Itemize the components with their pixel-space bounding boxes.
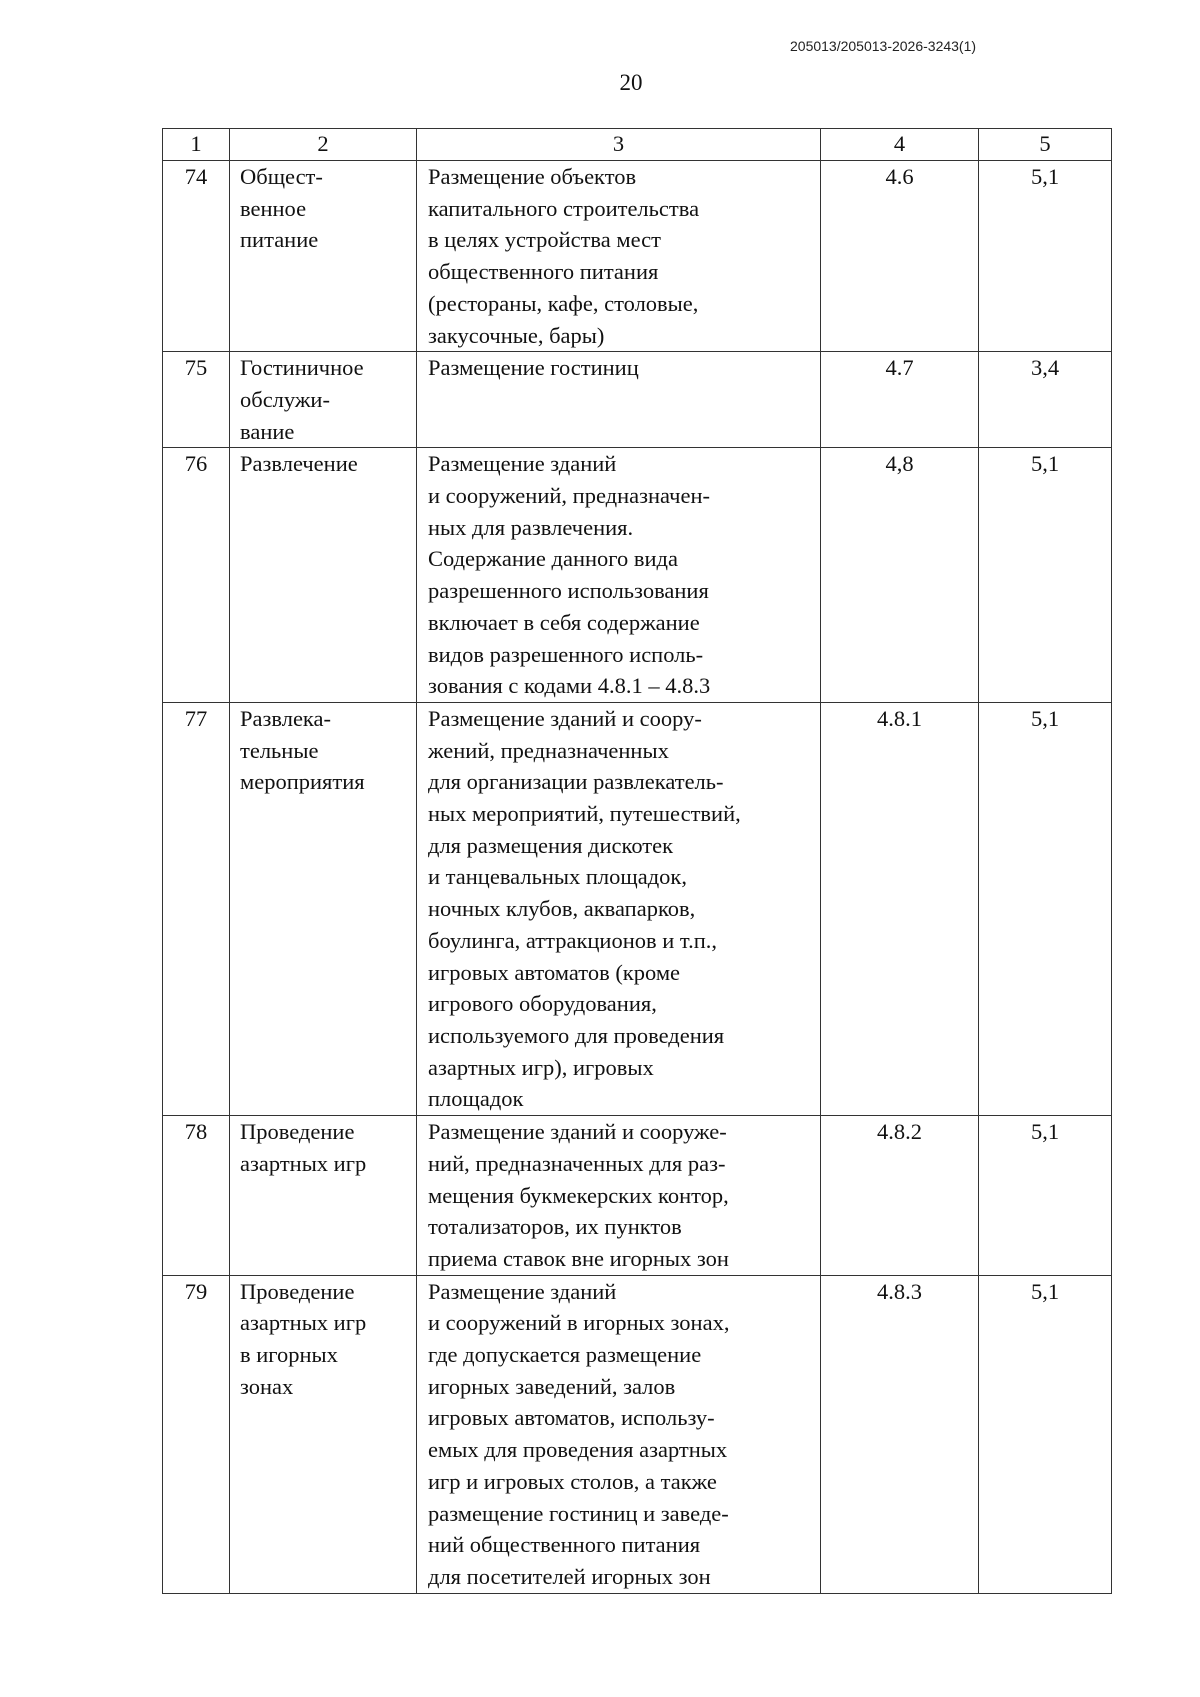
description-cell bbox=[417, 1275, 821, 1593]
description-line: включает в себя содержание bbox=[428, 609, 700, 635]
page-number: 20 bbox=[619, 70, 643, 95]
description-line: Содержание данного вида bbox=[428, 546, 678, 572]
row-number-cell bbox=[163, 161, 230, 352]
use-type-name-cell bbox=[230, 161, 417, 352]
hazard-class: 5,1 bbox=[1030, 1278, 1060, 1304]
use-code: 4.8.3 bbox=[877, 1278, 922, 1304]
description-line: жений, предназначенных bbox=[428, 737, 669, 763]
use-type-name-line: Гостиничное bbox=[240, 355, 364, 381]
table-row bbox=[163, 352, 1112, 448]
description-line: для организации развлекатель- bbox=[428, 769, 724, 795]
table-row bbox=[163, 1116, 1112, 1276]
description-line: Размещение зданий bbox=[428, 1278, 617, 1304]
description-cell bbox=[417, 352, 821, 448]
hazard-class: 5,1 bbox=[1030, 451, 1060, 477]
description-line: разрешенного использования bbox=[428, 578, 709, 604]
row-number: 74 bbox=[184, 164, 208, 189]
description-cell bbox=[417, 702, 821, 1115]
description-line: игорных заведений, залов bbox=[428, 1373, 676, 1399]
table-header-row bbox=[163, 129, 1112, 161]
hazard-class: 5,1 bbox=[1030, 164, 1060, 189]
use-code: 4,8 bbox=[885, 451, 914, 477]
code-cell bbox=[821, 161, 979, 352]
use-type-name-cell bbox=[230, 352, 417, 448]
use-type-name-line: азартных игр bbox=[240, 1310, 367, 1336]
description-line: тотализаторов, их пунктов bbox=[428, 1214, 682, 1240]
table-body bbox=[163, 161, 1112, 1594]
description-line: Размещение зданий bbox=[428, 451, 617, 477]
use-type-name-line: Проведение bbox=[240, 1119, 355, 1145]
description-line: ний, предназначенных для раз- bbox=[428, 1150, 726, 1176]
description-line: Размещение объектов bbox=[428, 164, 637, 189]
class-cell bbox=[979, 161, 1112, 352]
description-line: ний общественного питания bbox=[428, 1532, 701, 1558]
table-row bbox=[163, 702, 1112, 1115]
column-header: 1 bbox=[163, 129, 230, 161]
column-header: 2 bbox=[230, 129, 417, 161]
use-type-name-line: зонах bbox=[240, 1373, 294, 1399]
code-cell bbox=[821, 702, 979, 1115]
row-number: 76 bbox=[184, 451, 208, 477]
description-line: Размещение гостиниц bbox=[428, 355, 639, 381]
class-cell bbox=[979, 352, 1112, 448]
row-number: 77 bbox=[184, 705, 208, 731]
use-type-name-line: Развлека- bbox=[240, 705, 331, 731]
hazard-class: 5,1 bbox=[1030, 705, 1060, 731]
hazard-class: 5,1 bbox=[1030, 1119, 1060, 1145]
description-line: в целях устройства мест bbox=[428, 227, 661, 253]
use-type-name-cell bbox=[230, 702, 417, 1115]
description-line: (рестораны, кафе, столовые, bbox=[428, 290, 699, 316]
row-number-cell bbox=[163, 702, 230, 1115]
row-number: 79 bbox=[184, 1278, 208, 1304]
description-line: игровых автоматов, использу- bbox=[428, 1405, 715, 1431]
description-line: боулинга, аттракционов и т.п., bbox=[428, 927, 717, 953]
use-type-name-line: в игорных bbox=[240, 1342, 338, 1368]
row-number-cell bbox=[163, 1116, 230, 1276]
description-line: общественного питания bbox=[428, 259, 659, 285]
document-id: 205013/205013-2026-3243(1) bbox=[790, 38, 977, 54]
description-line: Размещение зданий и соору- bbox=[428, 705, 702, 731]
code-cell bbox=[821, 448, 979, 703]
description-line: используемого для проведения bbox=[428, 1022, 725, 1048]
description-line: где допускается размещение bbox=[428, 1342, 702, 1368]
use-type-name-line: Проведение bbox=[240, 1278, 355, 1304]
use-code: 4.6 bbox=[885, 164, 914, 189]
use-type-name-line: Общест- bbox=[240, 164, 323, 189]
column-header: 3 bbox=[417, 129, 821, 161]
use-type-name-line: азартных игр bbox=[240, 1150, 367, 1176]
use-type-name-cell bbox=[230, 448, 417, 703]
description-line: и танцевальных площадок, bbox=[428, 864, 687, 890]
use-type-name-line: питание bbox=[240, 227, 319, 253]
description-line: и сооружений, предназначен- bbox=[428, 483, 710, 509]
class-cell bbox=[979, 1275, 1112, 1593]
description-line: ночных клубов, аквапарков, bbox=[428, 896, 696, 922]
description-line: приема ставок вне игорных зон bbox=[428, 1245, 729, 1271]
use-code: 4.8.1 bbox=[877, 705, 922, 731]
row-number: 75 bbox=[184, 355, 208, 381]
use-code: 4.8.2 bbox=[877, 1119, 922, 1145]
use-type-name-cell bbox=[230, 1275, 417, 1593]
class-cell bbox=[979, 702, 1112, 1115]
use-type-name-line: венное bbox=[240, 195, 307, 221]
description-line: видов разрешенного исполь- bbox=[428, 641, 704, 667]
description-line: азартных игр), игровых bbox=[428, 1054, 654, 1080]
description-line: емых для проведения азартных bbox=[428, 1437, 728, 1463]
description-cell bbox=[417, 161, 821, 352]
description-cell bbox=[417, 448, 821, 703]
code-cell bbox=[821, 1116, 979, 1276]
description-line: и сооружений в игорных зонах, bbox=[428, 1310, 730, 1336]
description-line: ных мероприятий, путешествий, bbox=[428, 801, 741, 827]
code-cell bbox=[821, 352, 979, 448]
use-type-name-line: вание bbox=[240, 418, 295, 444]
row-number: 78 bbox=[184, 1119, 208, 1145]
table-row bbox=[163, 448, 1112, 703]
use-type-name-line: тельные bbox=[240, 737, 319, 763]
description-line: капитального строительства bbox=[428, 195, 700, 221]
use-code: 4.7 bbox=[885, 355, 914, 381]
description-line: Размещение зданий и сооруже- bbox=[428, 1119, 727, 1145]
row-number-cell bbox=[163, 1275, 230, 1593]
land-use-table bbox=[162, 128, 1112, 1594]
description-line: мещения букмекерских контор, bbox=[428, 1182, 729, 1208]
description-line: зования с кодами 4.8.1 – 4.8.3 bbox=[428, 673, 711, 699]
use-type-name-line: обслужи- bbox=[240, 386, 330, 412]
row-number-cell bbox=[163, 352, 230, 448]
column-header: 4 bbox=[821, 129, 979, 161]
use-type-name-line: Развлечение bbox=[240, 451, 358, 477]
description-line: размещение гостиниц и заведе- bbox=[428, 1500, 729, 1526]
description-line: для размещения дискотек bbox=[428, 832, 674, 858]
description-line: игрового оборудования, bbox=[428, 991, 657, 1017]
hazard-class: 3,4 bbox=[1030, 355, 1060, 381]
class-cell bbox=[979, 1116, 1112, 1276]
description-line: закусочные, бары) bbox=[428, 322, 605, 348]
description-cell bbox=[417, 1116, 821, 1276]
row-number-cell bbox=[163, 448, 230, 703]
class-cell bbox=[979, 448, 1112, 703]
description-line: игр и игровых столов, а также bbox=[428, 1468, 717, 1494]
table-row bbox=[163, 161, 1112, 352]
use-type-name-cell bbox=[230, 1116, 417, 1276]
description-line: площадок bbox=[428, 1086, 524, 1112]
description-line: ных для развлечения. bbox=[428, 514, 634, 540]
description-line: игровых автоматов (кроме bbox=[428, 959, 681, 985]
table-row bbox=[163, 1275, 1112, 1593]
code-cell bbox=[821, 1275, 979, 1593]
description-line: для посетителей игорных зон bbox=[428, 1563, 711, 1589]
column-header: 5 bbox=[979, 129, 1112, 161]
use-type-name-line: мероприятия bbox=[240, 769, 365, 795]
